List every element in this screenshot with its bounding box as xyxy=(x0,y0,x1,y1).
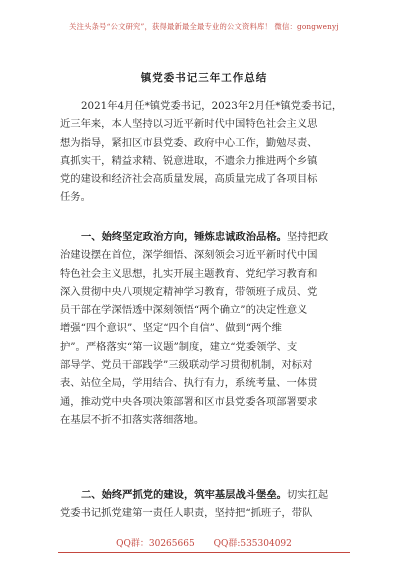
paragraph-line: 真抓实干，精益求精、锐意进取，不遗余力推进两个乡镇 xyxy=(60,154,318,167)
paragraph-line: 党的建设和经济社会高质量发展，高质量完成了各项目标 xyxy=(60,173,318,186)
paragraph-line xyxy=(60,228,348,246)
paragraph-text: 坚持把政 xyxy=(286,231,329,243)
paragraph-intro xyxy=(60,97,348,207)
paragraph-section-2 xyxy=(60,486,348,523)
paragraph-line: 增强“四个意识”、坚定“四个自信”、做到“两个维 xyxy=(60,322,282,335)
paragraph-line: 深入贯彻中央八项规定精神学习教育，带领班子成员、党 xyxy=(60,285,318,298)
paragraph-section-1 xyxy=(60,228,348,429)
section-heading: 一、始终坚定政治方向，锤炼忠诚政治品格。 xyxy=(81,231,287,243)
footer-qq-group-1: QQ群：30265665 xyxy=(116,539,195,549)
paragraph-line: 想为指导，紧扣区市县党委、政府中心工作，勤勉尽责、 xyxy=(60,136,318,149)
paragraph-line: 近三年来，本人坚持以习近平新时代中国特色社会主义思 xyxy=(60,118,318,131)
document-title: 镇党委书记三年工作总结 xyxy=(140,72,268,84)
footer-contact xyxy=(0,536,408,549)
paragraph-line: 通，推动党中央各项决策部署和区市县党委各项部署要求 xyxy=(60,395,318,408)
footer-qq-group-2: QQ群:535304092 xyxy=(213,539,292,549)
paragraph-line: 2021年4月任*镇党委书记，2023年2月任*镇党委书记， xyxy=(81,100,343,112)
paragraph-line: 特色社会主义思想，扎实开展主题教育、党纪学习教育和 xyxy=(60,267,318,280)
paragraph-line: 治建设摆在首位，深学细悟、深刻领会习近平新时代中国 xyxy=(60,249,318,262)
paragraph-line: 表、站位全局，学用结合、执行有力，系统考量、一体贯 xyxy=(60,377,318,390)
footer-divider xyxy=(58,552,350,553)
paragraph-text: 切实扛起 xyxy=(286,489,329,501)
paragraph-line: 在基层不折不扣落实落细落地。 xyxy=(60,413,205,426)
paragraph-line: 党委书记抓党建第一责任人职责，坚持把“抓班子，带队 xyxy=(60,507,313,520)
section-heading: 二、始终严抓党的建设，筑牢基层战斗堡垒。 xyxy=(81,489,287,501)
paragraph-line: 护”。严格落实“第一议题”制度，建立“党委领学、支 xyxy=(60,340,298,353)
paragraph-line: 任务。 xyxy=(60,191,91,204)
paragraph-line: 员干部在学深悟透中深刻领悟“两个确立”的决定性意义 xyxy=(60,304,308,317)
paragraph-line xyxy=(60,486,348,504)
paragraph-line: 部导学、党员干部践学”三级联动学习贯彻机制，对标对 xyxy=(60,359,313,372)
header-promo-text: 关注头条号“公文研究”，获得最新最全最专业的公文资料库！ 微信：gongwenyj xyxy=(69,22,339,31)
